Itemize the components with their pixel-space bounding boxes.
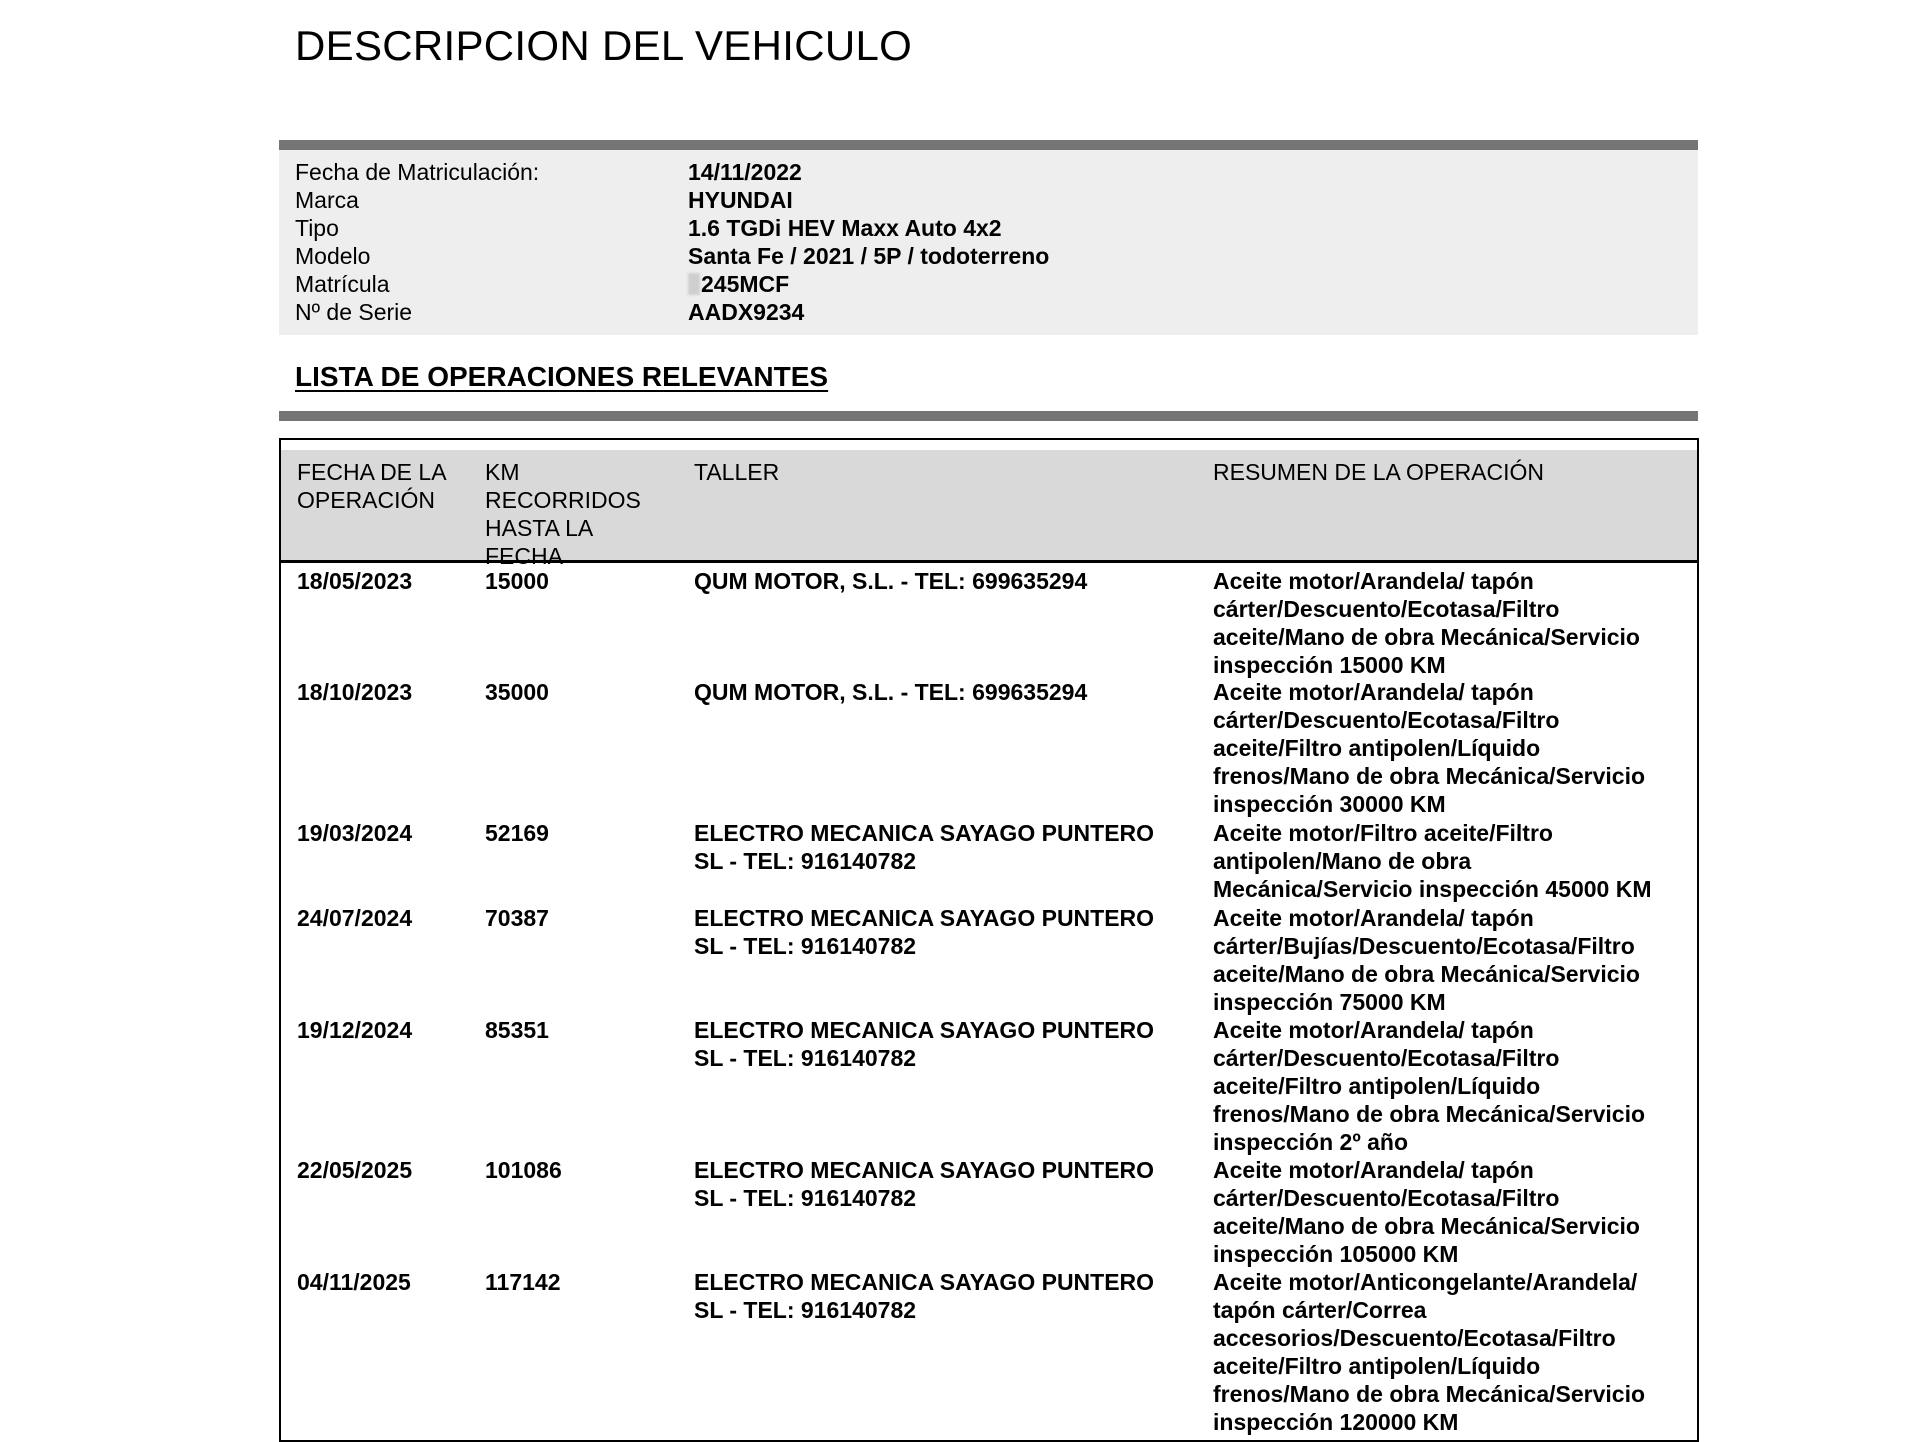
cell-km: 35000 bbox=[485, 679, 549, 705]
cell-date: 19/12/2024 bbox=[297, 1017, 413, 1043]
vehicle-value: 14/11/2022 bbox=[688, 159, 802, 185]
cell-date: 18/10/2023 bbox=[297, 679, 413, 705]
cell-summary: Aceite motor/Arandela/ tapón cárter/Descuento/Ecotasa/Filtro aceite/Mano de obra Mecánica/Servicio inspección 105000 KM bbox=[1213, 1157, 1640, 1267]
cell-date: 24/07/2024 bbox=[297, 905, 413, 931]
cell-summary: Aceite motor/Arandela/ tapón cárter/Bujías/Descuento/Ecotasa/Filtro aceite/Mano de obra Mecánica/Servicio inspección 75000 KM bbox=[1213, 905, 1640, 1015]
vehicle-value: AADX9234 bbox=[688, 299, 805, 325]
cell-date: 22/05/2025 bbox=[297, 1157, 413, 1183]
cell-summary: Aceite motor/Arandela/ tapón cárter/Descuento/Ecotasa/Filtro aceite/Filtro antipolen/Líquido frenos/Mano de obra Mecánica/Servicio inspección 2º año bbox=[1213, 1017, 1646, 1155]
cell-workshop: ELECTRO MECANICA SAYAGO PUNTERO SL - TEL: 916140782 bbox=[694, 905, 1155, 959]
operations-table bbox=[279, 438, 1699, 1442]
cell-summary: Aceite motor/Filtro aceite/Filtro antipolen/Mano de obra Mecánica/Servicio inspección 45000 KM bbox=[1213, 820, 1652, 902]
cell-date: 04/11/2025 bbox=[297, 1269, 411, 1295]
vehicle-label: Matrícula bbox=[295, 271, 390, 297]
header-summary: RESUMEN DE LA OPERACIÓN bbox=[1213, 459, 1545, 485]
vehicle-value: Santa Fe / 2021 / 5P / todoterreno bbox=[688, 243, 1050, 269]
vehicle-value-plate bbox=[688, 270, 789, 298]
cell-workshop: ELECTRO MECANICA SAYAGO PUNTERO SL - TEL: 916140782 bbox=[694, 1157, 1155, 1211]
vehicle-label: Modelo bbox=[295, 243, 371, 269]
cell-date: 19/03/2024 bbox=[297, 820, 413, 846]
cell-km: 52169 bbox=[485, 820, 549, 846]
vehicle-label: Tipo bbox=[295, 215, 339, 241]
vehicle-top-bar bbox=[279, 140, 1698, 150]
cell-summary: Aceite motor/Arandela/ tapón cárter/Descuento/Ecotasa/Filtro aceite/Mano de obra Mecánica/Servicio inspección 15000 KM bbox=[1213, 568, 1640, 678]
cell-km: 101086 bbox=[485, 1157, 562, 1183]
vehicle-label: Nº de Serie bbox=[295, 299, 413, 325]
page-title: DESCRIPCION DEL VEHICULO bbox=[295, 22, 913, 69]
cell-date: 18/05/2023 bbox=[297, 568, 413, 594]
header-km: KM RECORRIDOS HASTA LA FECHA bbox=[485, 459, 641, 569]
cell-summary: Aceite motor/Arandela/ tapón cárter/Descuento/Ecotasa/Filtro aceite/Filtro antipolen/Líquido frenos/Mano de obra Mecánica/Servicio inspección 30000 KM bbox=[1213, 679, 1646, 817]
header-date: FECHA DE LA OPERACIÓN bbox=[297, 459, 447, 513]
redacted-blur bbox=[688, 273, 700, 295]
cell-summary: Aceite motor/Anticongelante/Arandela/ tapón cárter/Correa accesorios/Descuento/Ecotasa/Filtro aceite/Filtro antipolen/Líquido frenos/Mano de obra Mecánica/Servicio inspección 120000 KM bbox=[1213, 1269, 1646, 1435]
cell-workshop: QUM MOTOR, S.L. - TEL: 699635294 bbox=[694, 679, 1088, 705]
operations-top-bar bbox=[279, 411, 1698, 421]
cell-km: 117142 bbox=[485, 1269, 561, 1295]
cell-km: 85351 bbox=[485, 1017, 549, 1043]
cell-workshop: ELECTRO MECANICA SAYAGO PUNTERO SL - TEL: 916140782 bbox=[694, 1017, 1155, 1071]
header-workshop: TALLER bbox=[694, 459, 780, 485]
vehicle-info-box bbox=[279, 150, 1698, 335]
table-header bbox=[281, 450, 1697, 569]
cell-workshop: QUM MOTOR, S.L. - TEL: 699635294 bbox=[694, 568, 1088, 594]
cell-workshop: ELECTRO MECANICA SAYAGO PUNTERO SL - TEL: 916140782 bbox=[694, 820, 1155, 874]
vehicle-value: 245MCF bbox=[701, 271, 790, 297]
vehicle-value: 1.6 TGDi HEV Maxx Auto 4x2 bbox=[688, 215, 1002, 241]
cell-workshop: ELECTRO MECANICA SAYAGO PUNTERO SL - TEL: 916140782 bbox=[694, 1269, 1155, 1323]
vehicle-label: Marca bbox=[295, 187, 359, 213]
cell-km: 70387 bbox=[485, 905, 549, 931]
vehicle-label: Fecha de Matriculación: bbox=[295, 159, 540, 185]
vehicle-value: HYUNDAI bbox=[688, 187, 793, 213]
cell-km: 15000 bbox=[485, 568, 549, 594]
section-title: LISTA DE OPERACIONES RELEVANTES bbox=[295, 361, 829, 392]
